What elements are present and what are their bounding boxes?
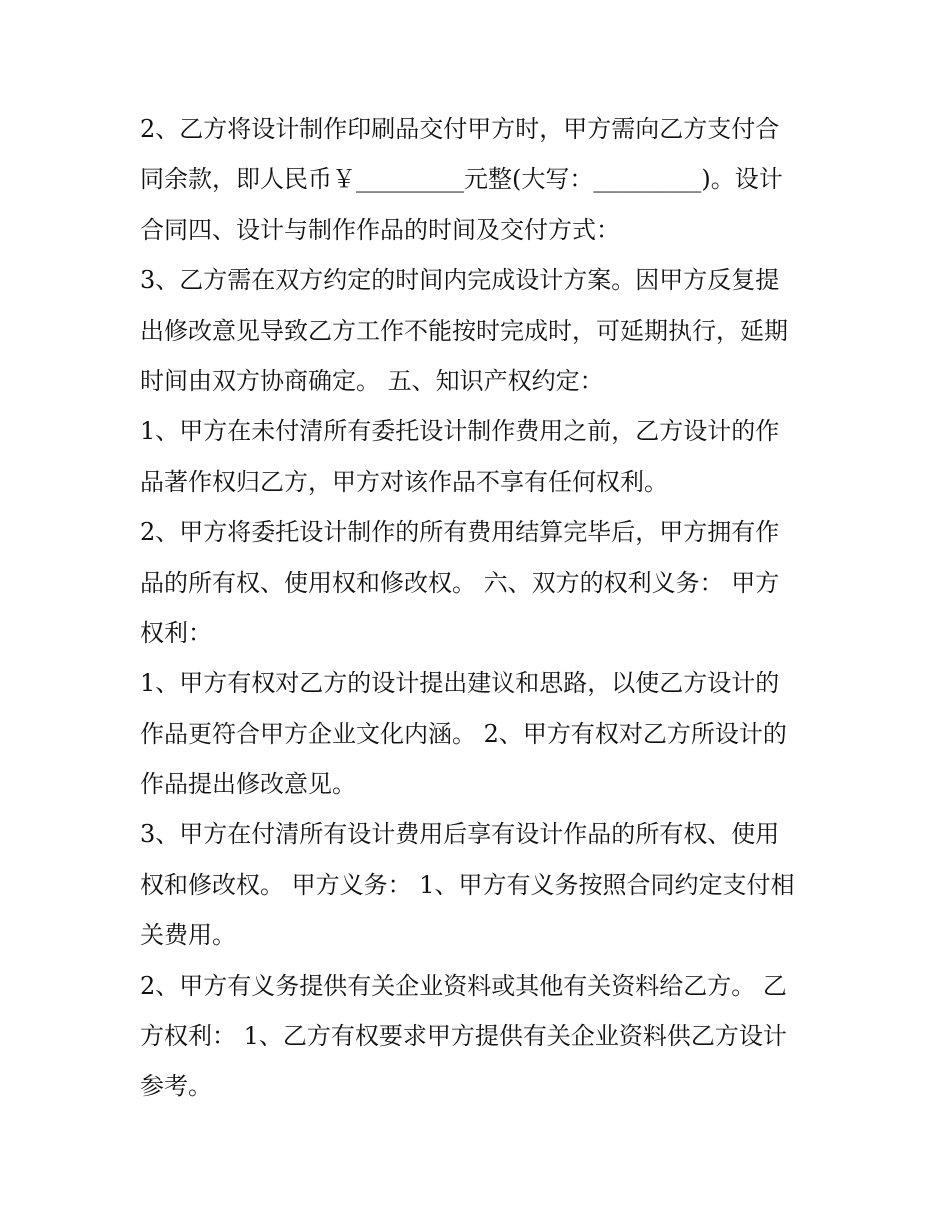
- text-line: 品的所有权、使用权和修改权。 六、双方的权利义务： 甲方: [140, 568, 780, 597]
- text-line: 品著作权归乙方，甲方对该作品不享有任何权利。: [140, 467, 668, 496]
- text-line: 2、甲方有义务提供有关企业资料或其他有关资料给乙方。 乙: [140, 971, 787, 1000]
- text-line: 3、甲方在付清所有设计费用后享有设计作品的所有权、使用: [140, 820, 780, 849]
- text-line: 方权利： 1、乙方有权要求甲方提供有关企业资料供乙方设计: [140, 1022, 787, 1051]
- text-line: 参考。: [140, 1072, 212, 1101]
- text-line: 3、乙方需在双方约定的时间内完成设计方案。因甲方反复提: [140, 266, 780, 295]
- text-line: 时间由双方协商确定。 五、知识产权约定：: [140, 366, 604, 395]
- text-line: 1、甲方有权对乙方的设计提出建议和思路，以使乙方设计的: [140, 669, 780, 698]
- text-line: 作品更符合甲方企业文化内涵。 2、甲方有权对乙方所设计的: [140, 719, 787, 748]
- contract-text: [140, 104, 820, 1112]
- text-line: 1、甲方在未付清所有委托设计制作费用之前，乙方设计的作: [140, 417, 780, 446]
- text-line: 合同四、设计与制作作品的时间及交付方式：: [140, 215, 620, 244]
- text-line: 权和修改权。 甲方义务： 1、甲方有义务按照合同约定支付相: [140, 870, 795, 899]
- text-line: 2、乙方将设计制作印刷品交付甲方时，甲方需向乙方支付合: [140, 115, 780, 143]
- text-line: 同余款，即人民币￥_________元整(大写：_________)。设计: [140, 165, 783, 194]
- text-line: 关费用。: [140, 921, 236, 950]
- text-line: 出修改意见导致乙方工作不能按时完成时，可延期执行，延期: [140, 316, 788, 345]
- text-line: 2、甲方将委托设计制作的所有费用结算完毕后，甲方拥有作: [140, 518, 780, 547]
- text-line: 作品提出修改意见。: [140, 770, 356, 799]
- text-line: 权利：: [140, 618, 212, 647]
